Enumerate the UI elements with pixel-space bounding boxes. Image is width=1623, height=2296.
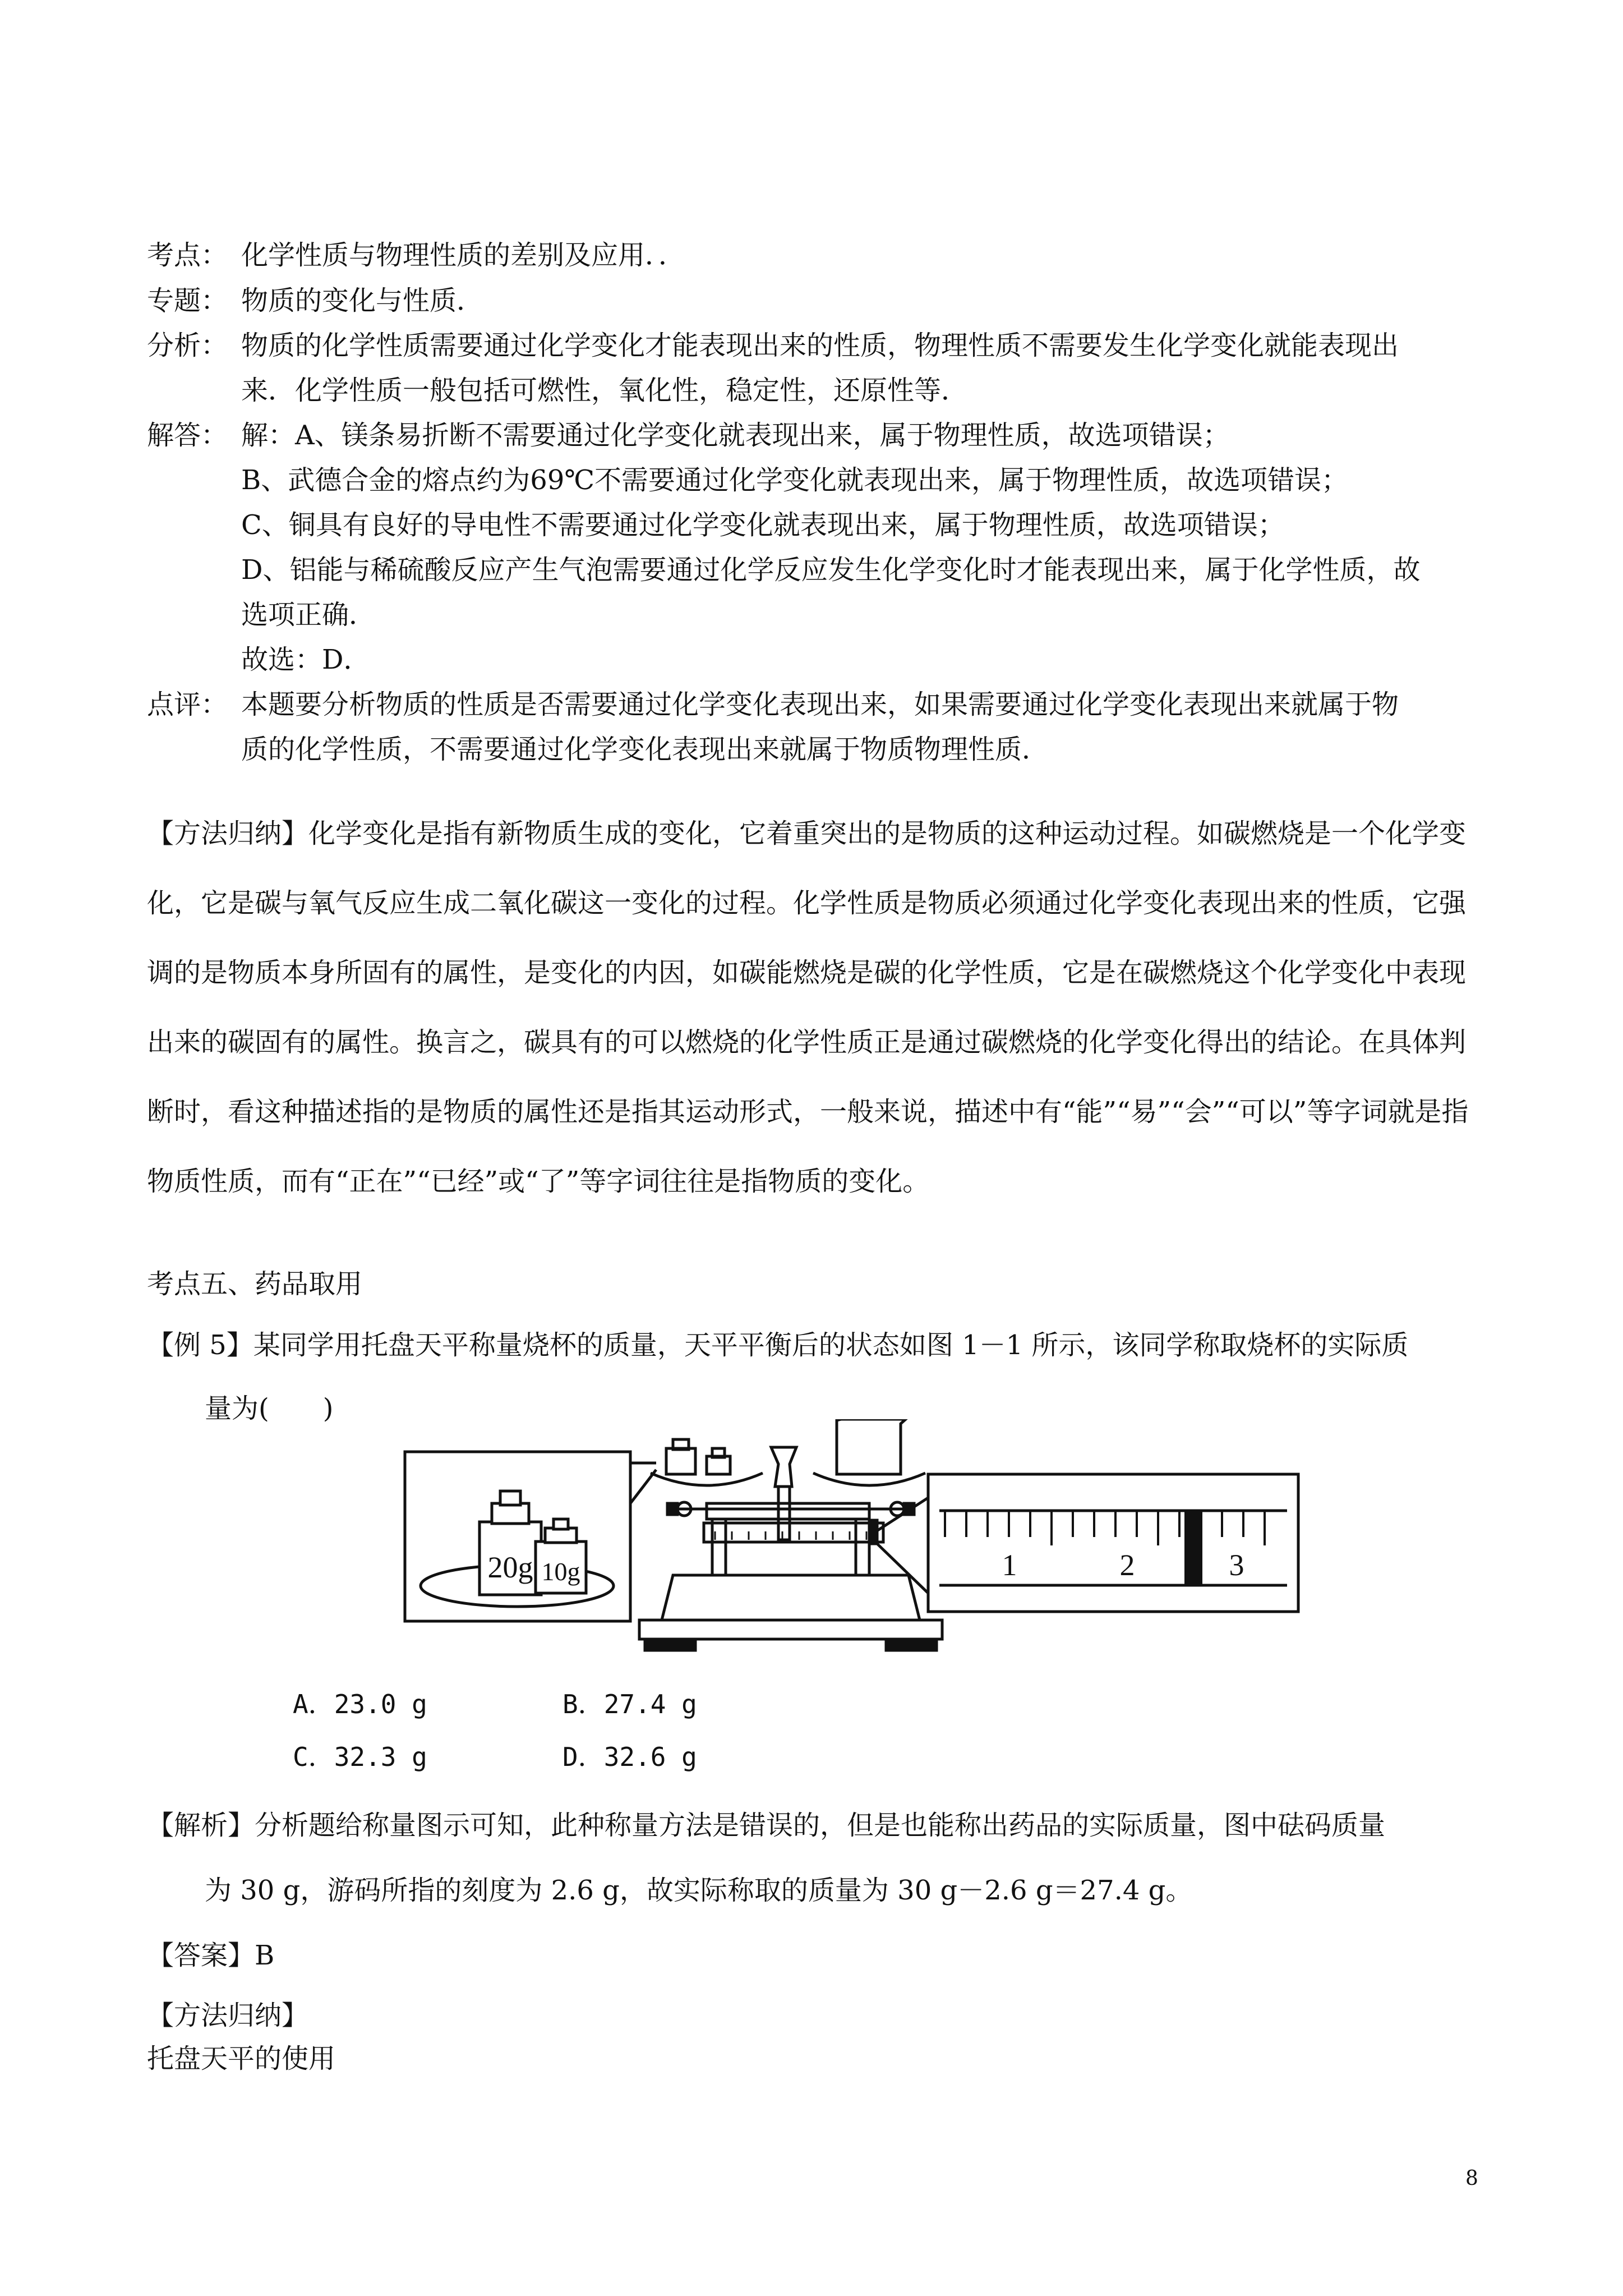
scale-label-2: 2 xyxy=(1119,1548,1135,1582)
example-5-question: 某同学用托盘天平称量烧杯的质量，天平平衡后的状态如图 1－1 所示，该同学称取烧杯的实际质 xyxy=(253,1329,1409,1361)
example-5-line-1 xyxy=(147,1328,1408,1362)
pointer-head xyxy=(771,1447,796,1487)
method-summary-text: 化学变化是指有新物质生成的变化，它着重突出的是物质的这种运动过程。如碳燃烧是一个化学变化，它是碳与氧气反应生成二氧化碳这一变化的过程。化学性质是物质必须通过化学变化表现出来的性质，它强调的是物质本身所固有的属性，是变化的内因，如碳能燃烧是碳的化学性质，它是在碳燃烧这个化学变化中表现出来的碳固有的属性。换言之，碳具有的可以燃烧的化学性质正是通过碳燃烧的化学变化得出的结论。在具体判断时，看这种描述指的是物质的属性还是指其运动形式，一般来说，描述中有“能”“易”“会”“可以”等字词就是指物质性质，而有“正在”“已经”或“了”等字词往往是指物质的变化。 xyxy=(147,818,1469,1197)
balance-figure xyxy=(393,1419,1301,1683)
dianping-line-2: 质的化学性质，不需要通过化学变化表现出来就属于物质物理性质． xyxy=(241,734,1049,765)
pointer-rod xyxy=(778,1487,790,1540)
jieda-label: 解答： xyxy=(147,420,228,451)
answer-label: 【答案】 xyxy=(147,1940,255,1971)
kaodian-label: 考点： xyxy=(147,240,228,271)
pan-weight-small xyxy=(707,1456,730,1474)
option-c: C．32.3 g xyxy=(293,1742,427,1772)
jiexi-text-1: 分析题给称量图示可知，此种称量方法是错误的，但是也能称出药品的实际质量，图中砝码质量 xyxy=(255,1810,1386,1841)
jieda-line: 故选：D． xyxy=(241,644,371,675)
jiexi-label: 【解析】 xyxy=(147,1810,255,1841)
jiexi-line-2: 为 30 g，游码所指的刻度为 2.6 g，故实际称取的质量为 30 g－2.6 g＝27.4 g。 xyxy=(205,1875,1193,1906)
jiexi-line-1 xyxy=(147,1809,1385,1842)
right-pillar xyxy=(856,1519,869,1575)
zhuanti-label: 专题： xyxy=(147,285,228,316)
scale-rider-marker xyxy=(1184,1511,1202,1585)
balance-base xyxy=(662,1575,920,1620)
method-summary-2-subtitle: 托盘天平的使用 xyxy=(147,2043,336,2074)
page-number: 8 xyxy=(1465,2167,1478,2190)
answer-value: B xyxy=(255,1940,275,1971)
section-title: 考点五、药品取用 xyxy=(147,1268,363,1300)
jieda-line: C、铜具有良好的导电性不需要通过化学变化就表现出来，属于物理性质，故选项错误； xyxy=(241,509,1285,541)
method-summary-2-label: 【方法归纳】 xyxy=(147,2000,309,2031)
option-a: A．23.0 g xyxy=(293,1689,427,1719)
weight-20g-label: 20g xyxy=(487,1550,533,1584)
option-d: D．32.6 g xyxy=(562,1742,697,1772)
fenxi-line-1: 物质的化学性质需要通过化学变化才能表现出来的性质，物理性质不需要发生化学变化就能表现出 xyxy=(241,330,1399,361)
method-summary-paragraph xyxy=(147,799,1473,1216)
jieda-line: D、铝能与稀硫酸反应产生气泡需要通过化学反应发生化学变化时才能表现出来，属于化学性质，故 xyxy=(241,554,1421,586)
dianping-label: 点评： xyxy=(147,689,228,720)
balance-foot-left xyxy=(645,1639,695,1650)
example-5-label: 【例 5】 xyxy=(147,1329,253,1361)
scale-inset-box xyxy=(928,1474,1298,1612)
fenxi-line-2: 来．化学性质一般包括可燃性，氧化性，稳定性，还原性等． xyxy=(241,375,969,406)
balance-foot-plate xyxy=(639,1620,942,1639)
jieda-line: B、武德合金的熔点约为69℃不需要通过化学变化就表现出来，属于物理性质，故选项错误； xyxy=(241,464,1349,496)
weight-10g-label: 10g xyxy=(541,1557,580,1586)
scale-label-3: 3 xyxy=(1229,1548,1244,1582)
kaodian-text: 化学性质与物理性质的差别及应用．． xyxy=(241,240,686,271)
option-b: B．27.4 g xyxy=(562,1689,697,1719)
example-5-line-2: 量为( ) xyxy=(205,1393,334,1424)
dianping-line-1: 本题要分析物质的性质是否需要通过化学变化表现出来，如果需要通过化学变化表现出来就属于物 xyxy=(241,689,1399,720)
zhuanti-text: 物质的变化与性质． xyxy=(241,285,484,316)
answer-line xyxy=(147,1939,274,1972)
pan-weight-big xyxy=(666,1448,695,1474)
jieda-line: 解：A、镁条易折断不需要通过化学变化就表现出来，属于物理性质，故选项错误； xyxy=(241,420,1230,451)
scale-label-1: 1 xyxy=(1002,1548,1017,1582)
scale-ticks xyxy=(945,1511,1265,1545)
fenxi-label: 分析： xyxy=(147,330,228,361)
balance-foot-right xyxy=(886,1639,937,1650)
pan-weight-small-knob xyxy=(712,1448,725,1457)
beaker xyxy=(837,1419,906,1474)
method-summary-label: 【方法归纳】 xyxy=(147,818,309,849)
jieda-line: 选项正确． xyxy=(241,599,376,631)
left-pillar xyxy=(712,1519,726,1575)
balance-beam-upper xyxy=(707,1503,869,1519)
